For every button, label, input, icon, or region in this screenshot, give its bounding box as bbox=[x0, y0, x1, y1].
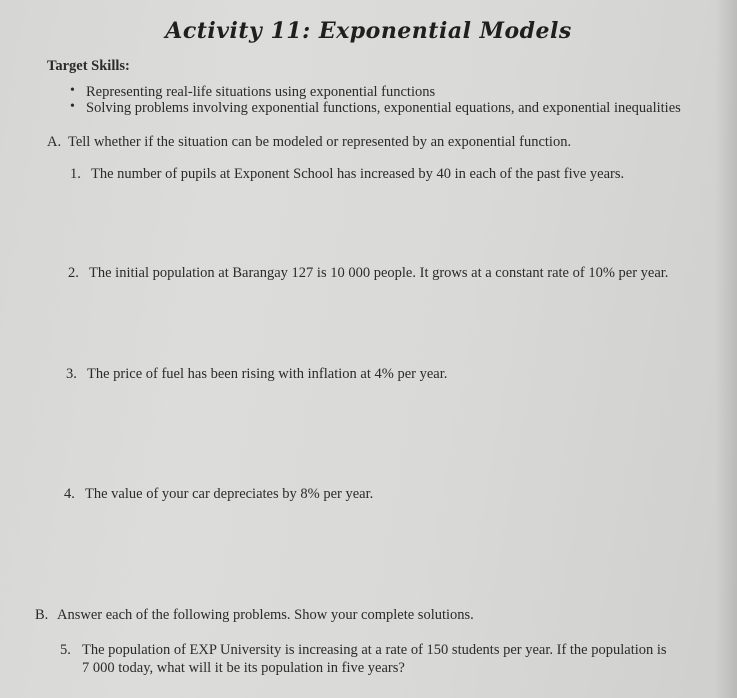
bullet-icon: • bbox=[70, 99, 75, 114]
question-number: 4. bbox=[64, 486, 75, 502]
bullet-icon: • bbox=[70, 83, 75, 98]
question-text: The number of pupils at Exponent School has increased by 40 in each of the past five years. bbox=[91, 166, 625, 182]
question-number: 2. bbox=[68, 265, 79, 281]
question-text: The price of fuel has been rising with inflation at 4% per year. bbox=[87, 366, 448, 382]
skill-item: Representing real-life situations using exponential functions bbox=[86, 84, 436, 100]
section-a-letter: A. bbox=[47, 134, 62, 150]
question-text-line2: 7 000 today, what will it be its population in five years? bbox=[82, 660, 405, 676]
activity-title: Activity 11: Exponential Models bbox=[165, 18, 572, 44]
target-skills-heading: Target Skills: bbox=[47, 58, 130, 74]
section-a-instruction: Tell whether if the situation can be modeled or represented by an exponential function. bbox=[68, 134, 572, 150]
section-b-letter: B. bbox=[35, 607, 49, 623]
page-edge-shadow bbox=[715, 0, 737, 698]
section-b-instruction: Answer each of the following problems. Show your complete solutions. bbox=[57, 607, 474, 623]
question-number: 1. bbox=[70, 166, 81, 182]
question-number: 3. bbox=[66, 366, 77, 382]
question-text: The value of your car depreciates by 8% per year. bbox=[85, 486, 374, 502]
skill-item: Solving problems involving exponential functions, exponential equations, and exponential inequalities bbox=[86, 100, 681, 116]
question-text-line1: The population of EXP University is increasing at a rate of 150 students per year. If the population is bbox=[82, 642, 667, 658]
question-number: 5. bbox=[60, 642, 71, 658]
question-text: The initial population at Barangay 127 is 10 000 people. It grows at a constant rate of 10% per year. bbox=[89, 265, 669, 281]
